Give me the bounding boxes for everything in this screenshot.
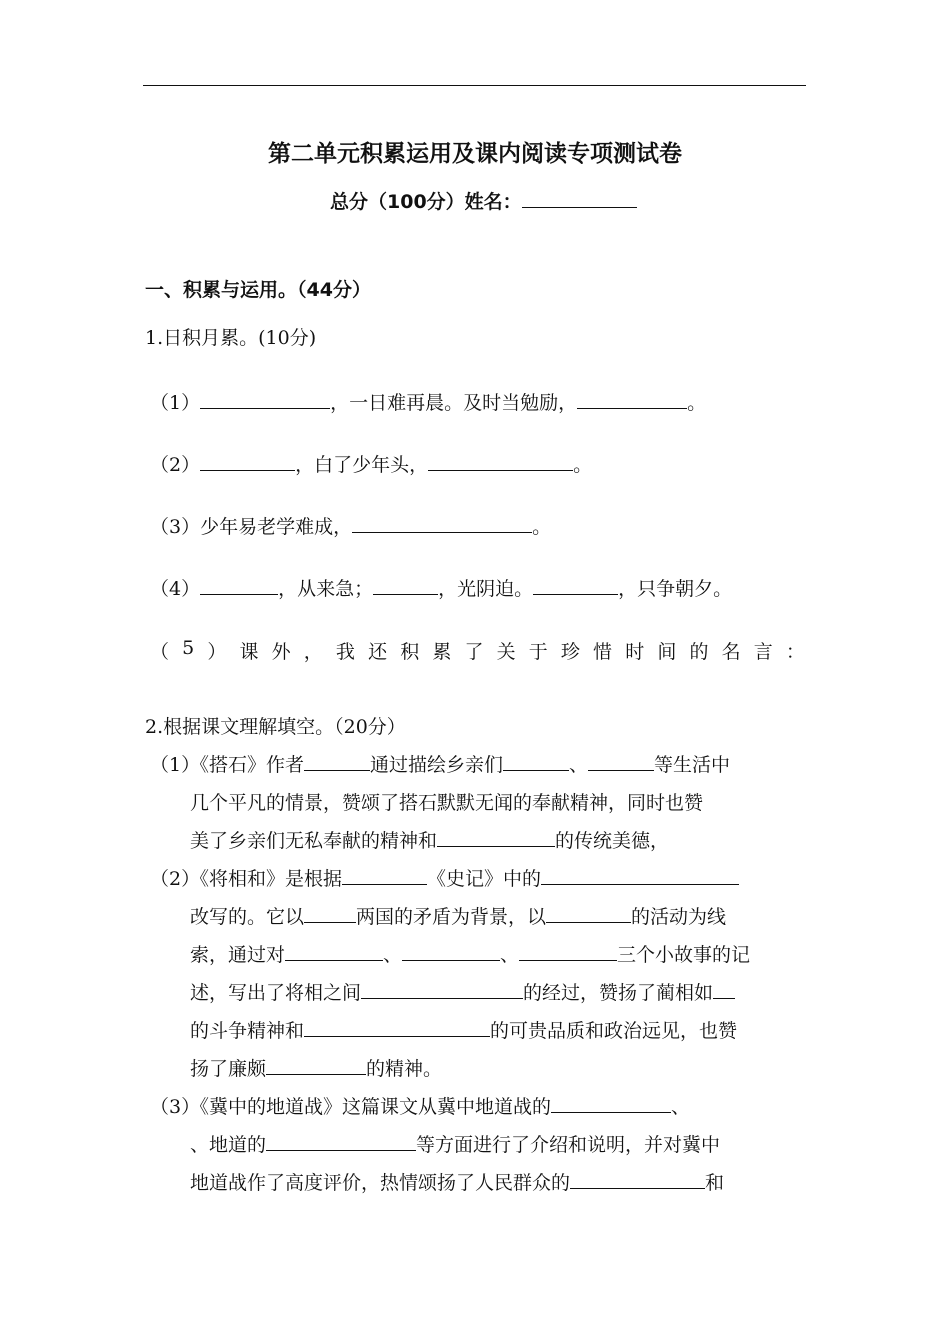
q2-part-1-number: （1） <box>150 754 201 776</box>
score-name-line <box>330 187 637 214</box>
blank[interactable] <box>200 390 330 409</box>
blank[interactable] <box>713 980 735 999</box>
blank[interactable] <box>503 752 569 771</box>
blank[interactable] <box>304 752 370 771</box>
blank[interactable] <box>361 980 523 999</box>
header-rule <box>143 85 806 86</box>
q2-part-1-line-1: 《搭石》作者 通过描绘乡亲们 、 等生活中 <box>190 754 731 776</box>
blank[interactable] <box>546 904 631 923</box>
q1-item-1: （1） ，一日难再晨。及时当勉励， 。 <box>150 392 707 414</box>
q2-part-2-line-3: 索，通过对 、 、 三个小故事的记 <box>190 944 751 966</box>
q1-item-2: （2） ，白了少年头， 。 <box>150 454 593 476</box>
q2-part-3-line-1: 《冀中的地道战》这篇课文从冀中地道战的 、 <box>190 1096 691 1118</box>
blank[interactable] <box>551 1094 671 1113</box>
q2-part-3-line-2: 、地道的 等方面进行了介绍和说明，并对冀中 <box>190 1134 721 1156</box>
blank[interactable] <box>577 390 687 409</box>
name-blank[interactable] <box>522 189 637 208</box>
section-heading: 一、积累与运用。（44分） <box>145 279 371 301</box>
blank[interactable] <box>304 904 356 923</box>
blank[interactable] <box>352 514 532 533</box>
blank[interactable] <box>588 752 654 771</box>
blank[interactable] <box>342 866 427 885</box>
q1-item-4: （4） ，从来急； ，光阴迫。 ，只争朝夕。 <box>150 578 733 600</box>
question-2-label: 2.根据课文理解填空。（20分） <box>145 716 406 738</box>
q2-part-2-number: （2） <box>150 868 201 890</box>
q2-part-3-line-3: 地道战作了高度评价，热情颂扬了人民群众的 和 <box>190 1172 725 1194</box>
blank[interactable] <box>266 1132 416 1151</box>
blank[interactable] <box>519 942 617 961</box>
q2-part-2-line-6: 扬了廉颇 的精神。 <box>190 1058 443 1080</box>
blank[interactable] <box>200 576 278 595</box>
question-1-label: 1.日积月累。(10分) <box>145 327 317 349</box>
blank[interactable] <box>373 576 438 595</box>
blank[interactable] <box>304 1018 490 1037</box>
blank[interactable] <box>285 942 383 961</box>
blank[interactable] <box>533 576 618 595</box>
q1-item-3: （3）少年易老学难成， 。 <box>150 516 552 538</box>
blank[interactable] <box>570 1170 705 1189</box>
q2-part-1-line-3: 美了乡亲们无私奉献的精神和 的传统美德， <box>190 830 670 852</box>
q2-part-2-line-2: 改写的。它以 两国的矛盾为背景，以 的活动为线 <box>190 906 727 928</box>
blank[interactable] <box>428 452 573 471</box>
blank[interactable] <box>541 866 739 885</box>
q2-part-2-line-4: 述，写出了将相之间 的经过，赞扬了蔺相如 <box>190 974 735 1012</box>
q1-item-5: （ 5 ） 课 外 ， 我 还 积 累 了 关 于 珍 惜 时 间 的 名 言 ： <box>150 637 805 663</box>
q2-part-2-line-5: 的斗争精神和 的可贵品质和政治远见，也赞 <box>190 1020 738 1042</box>
blank[interactable] <box>402 942 500 961</box>
page-title: 第二单元积累运用及课内阅读专项测试卷 <box>268 141 682 167</box>
subtitle-text: 总分（100分）姓名： <box>330 191 522 213</box>
q2-part-3-number: （3） <box>150 1096 201 1118</box>
blank[interactable] <box>266 1056 366 1075</box>
blank[interactable] <box>200 452 295 471</box>
q2-part-1-line-2: 几个平凡的情景，赞颂了搭石默默无闻的奉献精神，同时也赞 <box>190 792 704 814</box>
blank[interactable] <box>437 828 555 847</box>
q2-part-2-line-1: 《将相和》是根据 《史记》中的 <box>190 860 739 898</box>
